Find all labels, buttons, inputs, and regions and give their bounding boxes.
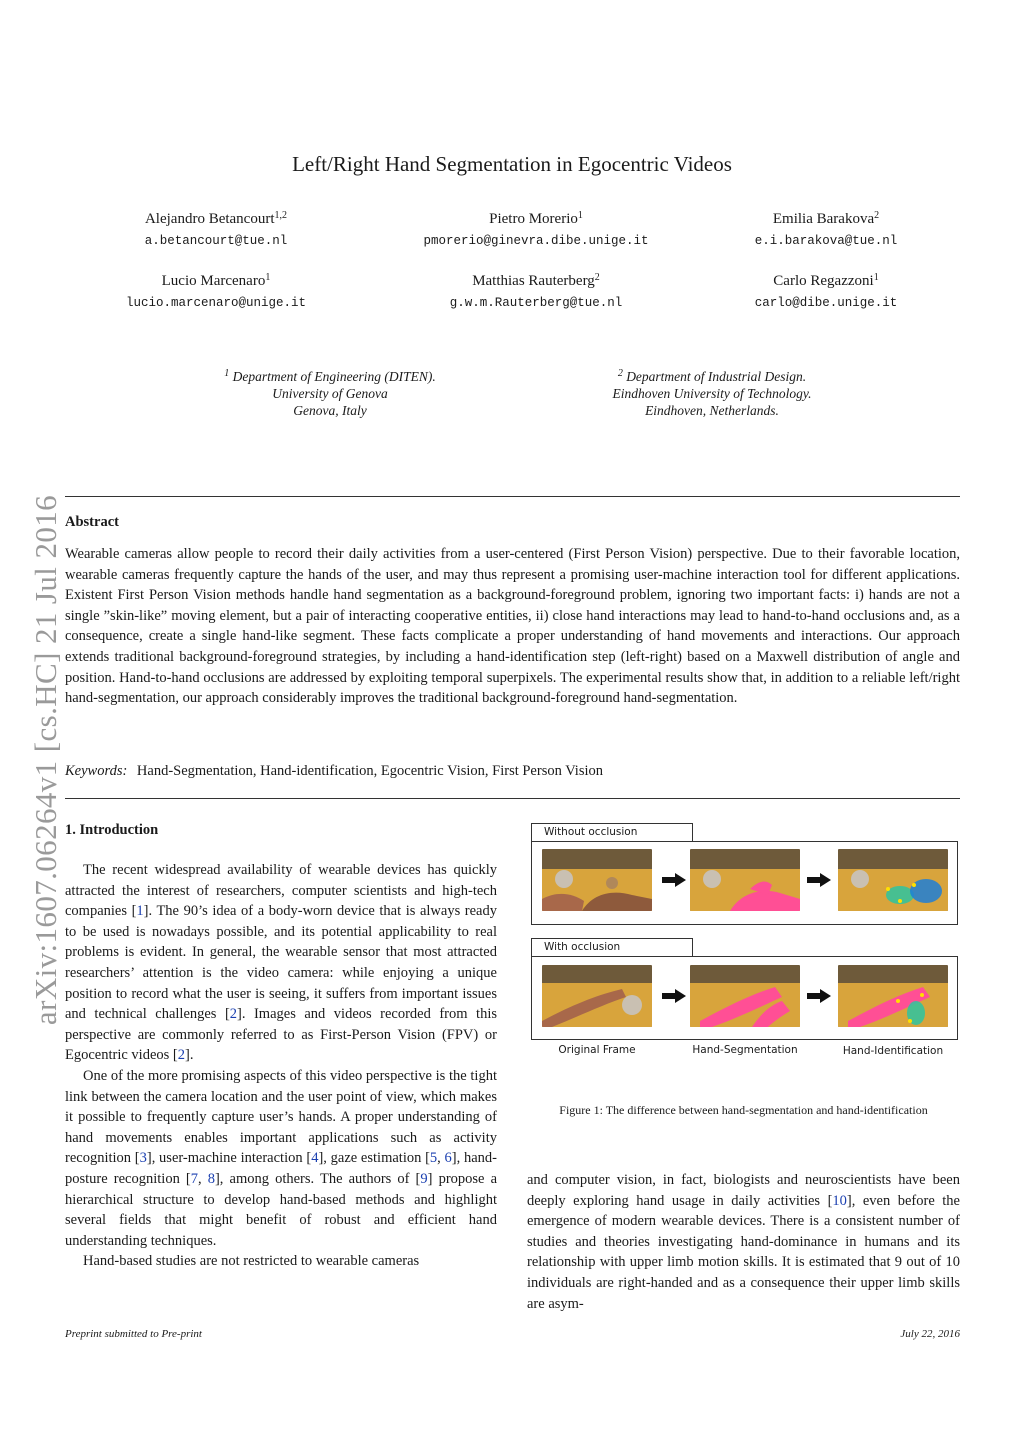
author-affil-sup: 1,2 bbox=[274, 210, 288, 221]
author-block bbox=[66, 211, 366, 248]
arrow-right-icon bbox=[662, 873, 686, 887]
affil-line: Eindhoven University of Technology. bbox=[612, 386, 812, 401]
author-affil-sup: 1 bbox=[265, 272, 271, 283]
author-email[interactable]: g.w.m.Rauterberg@tue.nl bbox=[449, 296, 623, 310]
hand-segmentation-thumbnail bbox=[690, 849, 800, 911]
author-affil-sup: 1 bbox=[577, 210, 583, 221]
author-email[interactable]: a.betancourt@tue.nl bbox=[144, 234, 288, 248]
affil-line: Genova, Italy bbox=[293, 403, 367, 418]
citation-link[interactable]: 4 bbox=[311, 1150, 319, 1167]
author-email[interactable]: e.i.barakova@tue.nl bbox=[754, 234, 898, 248]
citation-link[interactable]: 1 bbox=[136, 903, 144, 920]
author-affil-sup: 1 bbox=[873, 272, 879, 283]
citation-link[interactable]: 3 bbox=[139, 1150, 147, 1167]
abstract-text: Wearable cameras allow people to record their daily activities from a user-centered (First Person Vision) perspective. Due to their favorable location, wearable cameras frequently capture the hands of the user, and may thus represent a promising user-machine interaction tool for different applications. Existent First Person Vision methods handle hand segmentation as a background-foreground problem, ignoring two important facts: i) hands are not a single ”skin-like” moving element, but a pair of interacting cooperative entities, ii) close hand interactions may lead to hand-to-hand occlusions and, as a consequence, create a single hand-like segment. These facts complicate a proper understanding of hand movements and interactions. Our approach extends traditional background-foreground strategies, by including a hand-identification step (left-right) based on a Maxwell distribution of angle and position. Hand-to-hand occlusions are addressed by exploiting temporal superpixels. The experimental results show that, in addition to a reliable left/right hand-segmentation, our approach considerably improves the traditional background-foreground hand-segmentation. bbox=[65, 546, 960, 707]
hand-identification-thumbnail bbox=[838, 849, 948, 911]
footer-preprint-note: Preprint submitted to Pre-print bbox=[65, 1328, 202, 1340]
author-name: Alejandro Betancourt bbox=[144, 211, 275, 227]
arrow-right-icon bbox=[662, 989, 686, 1003]
author-block bbox=[386, 211, 686, 248]
author-affil-sup: 2 bbox=[594, 272, 600, 283]
affil-sup: 2 bbox=[617, 368, 623, 379]
abstract-heading: Abstract bbox=[65, 514, 119, 530]
arxiv-identifier-stamp: arXiv:1607.06264v1 [cs.HC] 21 Jul 2016 bbox=[28, 494, 63, 1026]
author-name: Pietro Morerio bbox=[489, 211, 578, 227]
citation-link[interactable]: 8 bbox=[207, 1170, 215, 1187]
author-block bbox=[66, 273, 366, 310]
citation-link[interactable]: 6 bbox=[444, 1150, 452, 1167]
paper-title: Left/Right Hand Segmentation in Egocentric Videos bbox=[292, 152, 732, 176]
abstract-top-rule bbox=[65, 496, 960, 497]
figure-label-segmentation: Hand-Segmentation bbox=[692, 1044, 798, 1056]
author-block bbox=[386, 273, 686, 310]
abstract-bottom-rule bbox=[65, 798, 960, 799]
author-name: Matthias Rauterberg bbox=[472, 273, 595, 289]
intro-right-column bbox=[527, 1170, 960, 1314]
citation-link[interactable]: 9 bbox=[420, 1170, 428, 1187]
paragraph: Hand-based studies are not restricted to wearable cameras bbox=[83, 1253, 420, 1270]
figure-tab-with-occlusion: With occlusion bbox=[531, 938, 693, 957]
affiliation-1 bbox=[170, 368, 490, 419]
section-heading-introduction: 1. Introduction bbox=[65, 822, 159, 838]
footer-date: July 22, 2016 bbox=[900, 1328, 960, 1340]
author-email[interactable]: lucio.marcenaro@unige.it bbox=[125, 296, 307, 310]
keywords-text: Hand-Segmentation, Hand-identification, Egocentric Vision, First Person Vision bbox=[136, 763, 604, 779]
paragraph: and computer vision, in fact, biologists and neuroscientists have been deeply exploring hand usage in daily activities [10], even before the emergence of modern wearable devices. There is a consistent number of studies and theories investigating hand-dominance in humans and its relationship with upper limb motion skills. It is estimated that 9 out of 10 individuals are right-handed and as a consequence their upper limb skills are asym- bbox=[527, 1172, 960, 1312]
citation-link[interactable]: 2 bbox=[177, 1047, 185, 1064]
hand-segmentation-thumbnail bbox=[690, 965, 800, 1027]
original-frame-thumbnail bbox=[542, 849, 652, 911]
affil-sup: 1 bbox=[224, 368, 230, 379]
author-affil-sup: 2 bbox=[874, 210, 880, 221]
original-frame-thumbnail bbox=[542, 965, 652, 1027]
paragraph: One of the more promising aspects of this video perspective is the tight link between the camera location and the user point of view, which makes it possible to frequently capture user’s hands. A proper understanding of hand movements enables important applications such as activity recognition [3], user-machine interaction [4], gaze estimation [5, 6], hand-posture recognition [7, 8], among others. The authors of [9] propose a hierarchical structure to develop hand-based methods and highlight several fields that might benefit of robust and efficient hand understanding techniques. bbox=[65, 1067, 498, 1249]
citation-link[interactable]: 7 bbox=[190, 1170, 198, 1187]
author-block bbox=[676, 273, 976, 310]
keywords-label: Keywords: bbox=[65, 763, 128, 779]
paragraph: The recent widespread availability of wearable devices has quickly attracted the interest of researchers, computer scientists and high-tech companies [1]. The 90’s idea of a body-worn device that is always ready to be used is nowadays possible, and its potential applicability to real problems is evident. In general, the wearable sensor that most attracted researchers’ attention is the video camera: while enjoying a unique position to record what the user is seeing, it suffers from important issues and technical challenges [2]. Images and videos recorded from this perspective are commonly referred to as First-Person Vision (FPV) or Egocentric videos [2]. bbox=[65, 862, 497, 1064]
keywords-line bbox=[65, 763, 603, 780]
author-email[interactable]: carlo@dibe.unige.it bbox=[754, 296, 898, 310]
citation-link[interactable]: 2 bbox=[229, 1006, 238, 1023]
hand-identification-thumbnail bbox=[838, 965, 948, 1027]
citation-link[interactable]: 5 bbox=[429, 1150, 438, 1167]
figure-label-identification: Hand-Identification bbox=[842, 1045, 944, 1057]
author-email[interactable]: pmorerio@ginevra.dibe.unige.it bbox=[423, 234, 649, 248]
author-name: Carlo Regazzoni bbox=[773, 273, 874, 289]
figure-label-original: Original Frame bbox=[558, 1044, 636, 1056]
author-block bbox=[676, 211, 976, 248]
affil-line: Department of Industrial Design. bbox=[626, 369, 807, 384]
figure-tab-without-occlusion: Without occlusion bbox=[531, 823, 693, 842]
affil-line: Department of Engineering (DITEN). bbox=[232, 369, 436, 384]
arrow-right-icon bbox=[807, 873, 831, 887]
figure-caption: Figure 1: The difference between hand-segmentation and hand-identification bbox=[559, 1103, 928, 1117]
arrow-right-icon bbox=[807, 989, 831, 1003]
affil-line: University of Genova bbox=[272, 386, 388, 401]
author-name: Lucio Marcenaro bbox=[161, 273, 266, 289]
affil-line: Eindhoven, Netherlands. bbox=[645, 403, 779, 418]
affiliation-2 bbox=[552, 368, 872, 419]
citation-link[interactable]: 10 bbox=[832, 1192, 847, 1209]
author-name: Emilia Barakova bbox=[772, 211, 875, 227]
intro-left-column bbox=[65, 860, 497, 1272]
